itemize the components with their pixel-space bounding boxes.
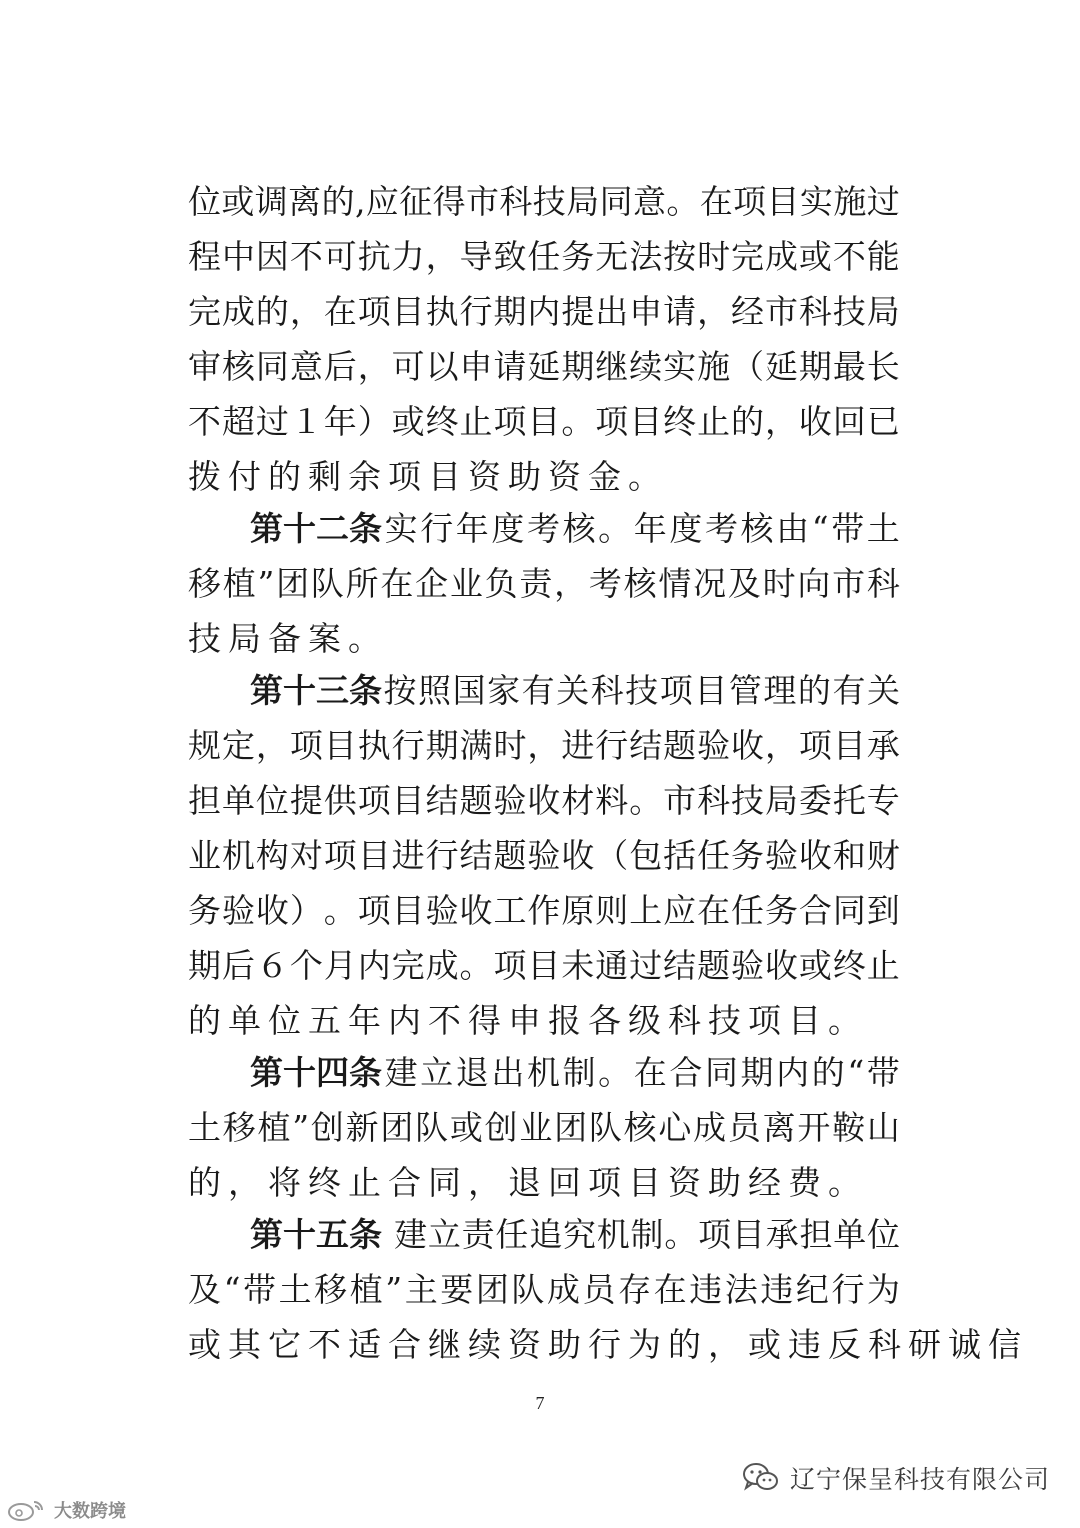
text-line-content: 拨付的剩余项目资助资金。 [188, 457, 668, 496]
text-line: 不 超 过 １ 年 ） 或 终 止 项 目 。 项 目 终 止 的 ， 收 回 已 [188, 402, 900, 441]
wechat-account-watermark [742, 1458, 1050, 1498]
text-line: 务 验 收 ） 。 项 目 验 收 工 作 原 则 上 应 在 任 务 合 同 到 [188, 891, 900, 930]
text-line: 位 或 调 离 的 , 应 征 得 市 科 技 局 同 意 。 在 项 目 实 施 过 [188, 182, 900, 221]
text-line: 第十五条 建 立 责 任 追 究 机 制 。 项 目 承 担 单 位 [250, 1205, 900, 1265]
text-line [188, 1315, 1028, 1375]
text-line: 审 核 同 意 后 ， 可 以 申 请 延 期 继 续 实 施 （ 延 期 最 长 [188, 347, 900, 386]
text-line: 期 后 ６ 个 月 内 完 成 。 项 目 未 通 过 结 题 验 收 或 终 止 [188, 946, 900, 985]
page-number: 7 [535, 1393, 545, 1413]
text-line: 土 移 植 ” 创 新 团 队 或 创 业 团 队 核 心 成 员 离 开 鞍 山 [188, 1108, 900, 1147]
text-line: 担 单 位 提 供 项 目 结 题 验 收 材 料 。 市 科 技 局 委 托 专 [188, 781, 900, 820]
text-line: 移 植 ” 团 队 所 在 企 业 负 责 ， 考 核 情 况 及 时 向 市 科 [188, 564, 900, 603]
text-line: 程 中 因 不 可 抗 力 ， 导 致 任 务 无 法 按 时 完 成 或 不 能 [188, 237, 900, 276]
wechat-account-name: 辽宁保呈科技有限公司 [790, 1465, 1051, 1494]
weibo-watermark [6, 1496, 126, 1524]
weibo-icon [6, 1498, 48, 1522]
article-title: 第十二条 [250, 509, 382, 548]
text-line: 规 定 ， 项 目 执 行 期 满 时 ， 进 行 结 题 验 收 ， 项 目 承 [188, 726, 900, 765]
text-line [188, 447, 900, 507]
article-title: 第十四条 [250, 1053, 382, 1092]
weibo-account-name: 大数跨境 [54, 1501, 126, 1522]
text-line: 业 机 构 对 项 目 进 行 结 题 验 收 （ 包 括 任 务 验 收 和 财 [188, 836, 900, 875]
article-title: 第十三条 [250, 671, 382, 710]
text-line-content: 的单位五年内不得申报各级科技项目。 [188, 1001, 868, 1040]
text-line: 第十二条 实 行 年 度 考 核 。 年 度 考 核 由 “ 带 土 [250, 499, 900, 559]
text-line [188, 1153, 900, 1213]
text-line: 完 成 的 ， 在 项 目 执 行 期 内 提 出 申 请 ， 经 市 科 技 局 [188, 292, 900, 331]
text-line-content: 技局备案。 [188, 619, 388, 658]
text-line: 第十四条 建 立 退 出 机 制 。 在 合 同 期 内 的 “ 带 [250, 1043, 900, 1103]
text-line-content: 的，将终止合同，退回项目资助经费。 [188, 1163, 868, 1202]
text-line [188, 991, 900, 1051]
text-line [188, 609, 900, 669]
text-line: 及 “ 带 土 移 植 ” 主 要 团 队 成 员 存 在 违 法 违 纪 行 为 [188, 1270, 900, 1309]
wechat-icon [742, 1462, 780, 1494]
article-title: 第十五条 [250, 1215, 382, 1254]
text-line-content: 或其它不适合继续资助行为的，或违反科研诚信 [188, 1325, 1028, 1364]
text-line: 第十三条 按 照 国 家 有 关 科 技 项 目 管 理 的 有 关 [250, 661, 900, 721]
